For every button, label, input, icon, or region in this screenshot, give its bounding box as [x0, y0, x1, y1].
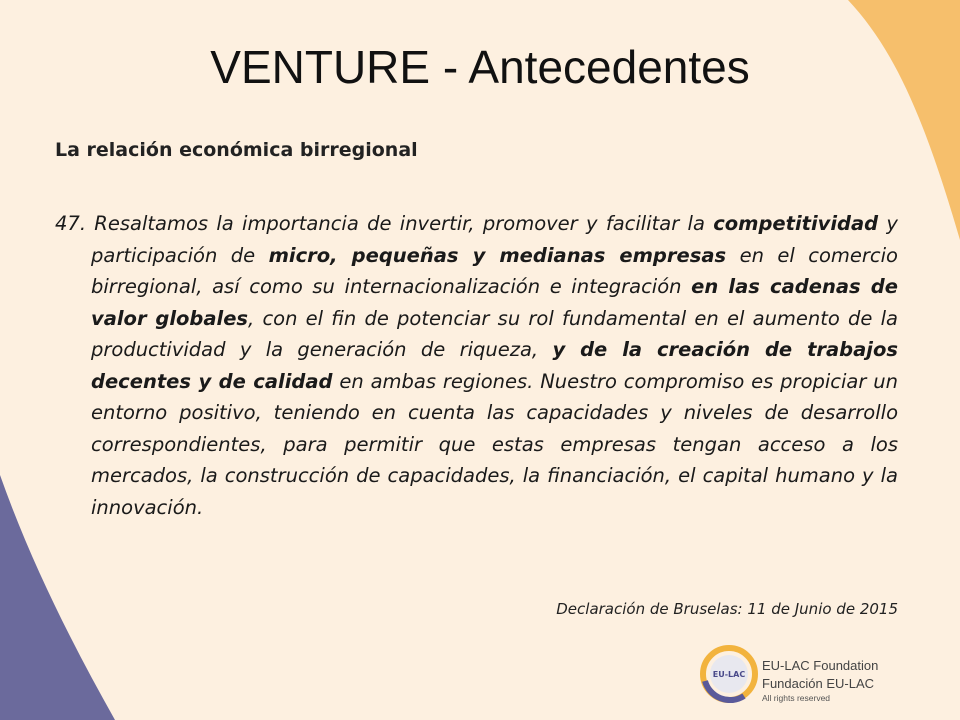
rights-notice: All rights reserved	[762, 693, 831, 703]
foundation-name-en: EU-LAC Foundation	[762, 658, 879, 673]
paragraph-text: en ambas regiones. Nuestro compromiso es propiciar un entorno positivo, teniendo en cuenta las capacidades y niveles de desarrollo correspondientes, para permitir que estas empresas tengan acceso a los mercados, la construcción de capacidades, la financiación, el capital humano y la innovación.	[91, 369, 898, 519]
declaration-paragraph	[55, 208, 898, 523]
section-subtitle: La relación económica birregional	[55, 139, 418, 161]
paragraph-text: , con el fin de potenciar su rol fundamental en el aumento de la productividad y la generación de riqueza,	[91, 306, 899, 361]
paragraph-text: y participación de	[91, 212, 898, 267]
paragraph-emphasis: y de la creación de trabajos decentes y de calidad	[91, 338, 898, 393]
foundation-name-es: Fundación EU-LAC	[762, 676, 874, 691]
logo-text: EU-LAC	[712, 670, 746, 679]
paragraph-text: en el comercio birregional, así como su internacionalización e integración	[91, 243, 898, 298]
slide-title: VENTURE - Antecedentes	[210, 41, 750, 93]
citation: Declaración de Bruselas: 11 de Junio de 2015	[556, 600, 898, 618]
paragraph-text: 47. Resaltamos la importancia de invertir, promover y facilitar la	[55, 212, 714, 235]
orange-corner-shape	[848, 0, 960, 240]
paragraph-emphasis: micro, pequeñas y medianas empresas	[268, 243, 727, 267]
foundation-credits	[762, 657, 878, 703]
eu-lac-logo-icon	[700, 645, 758, 703]
paragraph-emphasis: competitividad	[713, 212, 879, 235]
paragraph-emphasis: en las cadenas de valor globales	[91, 275, 898, 330]
